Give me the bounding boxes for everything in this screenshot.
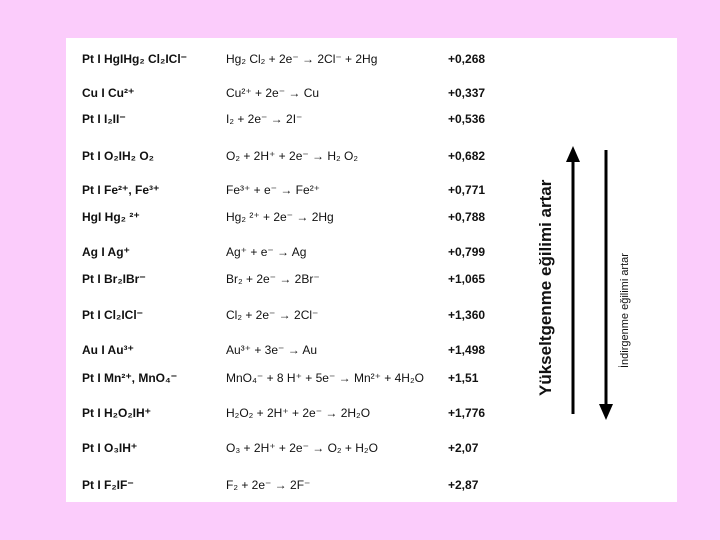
reaction-cell: Hg₂ Cl₂ + 2e⁻ → 2Cl⁻ + 2Hg: [226, 52, 378, 66]
potential-cell: +0,799: [448, 245, 486, 259]
electrode-cell: Pt I Fe²⁺, Fe³⁺: [82, 183, 160, 197]
down-arrow-icon: [599, 150, 613, 420]
electrode-cell: Pt I Mn²⁺, MnO₄⁻: [82, 371, 178, 385]
reaction-cell: Br₂ + 2e⁻ → 2Br⁻: [226, 272, 320, 286]
reaction-cell: Cu²⁺ + 2e⁻ → Cu: [226, 86, 320, 100]
potential-cell: +2,87: [448, 478, 479, 492]
electrode-cell: Pt I O₂IH₂ O₂: [82, 149, 154, 163]
electrode-cell: Pt I F₂IF⁻: [82, 478, 134, 492]
electrode-cell: Cu I Cu²⁺: [82, 86, 135, 100]
potential-cell: +1,360: [448, 308, 486, 322]
reducing-tendency-label: İndirgenme eğilimi artar: [619, 253, 631, 368]
electrode-cell: HgI Hg₂ ²⁺: [82, 210, 140, 224]
reaction-cell: Cl₂ + 2e⁻ → 2Cl⁻: [226, 308, 319, 322]
reaction-cell: Fe³⁺ + e⁻ → Fe²⁺: [226, 183, 321, 197]
oxidizing-tendency-label: Yükseltgenme eğilimi artar: [536, 179, 555, 396]
potential-cell: +0,268: [448, 52, 486, 66]
electrode-cell: Pt I H₂O₂IH⁺: [82, 406, 151, 420]
reaction-cell: H₂O₂ + 2H⁺ + 2e⁻ → 2H₂O: [226, 406, 371, 420]
trend-arrows: [66, 38, 677, 502]
potential-cell: +0,682: [448, 149, 486, 163]
potential-cell: +0,771: [448, 183, 486, 197]
potential-cell: +2,07: [448, 441, 479, 455]
electrode-cell: Au I Au³⁺: [82, 343, 134, 357]
potential-cell: +0,788: [448, 210, 486, 224]
potential-cell: +1,776: [448, 406, 486, 420]
reaction-cell: Au³⁺ + 3e⁻ → Au: [226, 343, 318, 357]
potential-cell: +0,536: [448, 112, 486, 126]
reaction-cell: Hg₂ ²⁺ + 2e⁻ → 2Hg: [226, 210, 334, 224]
reaction-cell: MnO₄⁻ + 8 H⁺ + 5e⁻ → Mn²⁺ + 4H₂O: [226, 371, 424, 385]
electrode-cell: Pt I HgIHg₂ Cl₂ICl⁻: [82, 52, 187, 66]
electrode-cell: Ag I Ag⁺: [82, 245, 130, 259]
reaction-cell: Ag⁺ + e⁻ → Ag: [226, 245, 307, 259]
electrode-cell: Pt I I₂II⁻: [82, 112, 126, 126]
potential-cell: +1,51: [448, 371, 479, 385]
potential-cell: +1,498: [448, 343, 486, 357]
electrode-cell: Pt I Br₂IBr⁻: [82, 272, 146, 286]
up-arrow-icon: [566, 146, 580, 414]
reaction-cell: I₂ + 2e⁻ → 2I⁻: [226, 112, 303, 126]
reaction-cell: O₂ + 2H⁺ + 2e⁻ → H₂ O₂: [226, 149, 359, 163]
reaction-cell: O₃ + 2H⁺ + 2e⁻ → O₂ + H₂O: [226, 441, 378, 455]
electrode-cell: Pt I Cl₂ICl⁻: [82, 308, 144, 322]
potential-cell: +1,065: [448, 272, 486, 286]
electrode-cell: Pt I O₃IH⁺: [82, 441, 138, 455]
reaction-cell: F₂ + 2e⁻ → 2F⁻: [226, 478, 311, 492]
potential-cell: +0,337: [448, 86, 486, 100]
potential-table-sheet: [66, 38, 677, 502]
